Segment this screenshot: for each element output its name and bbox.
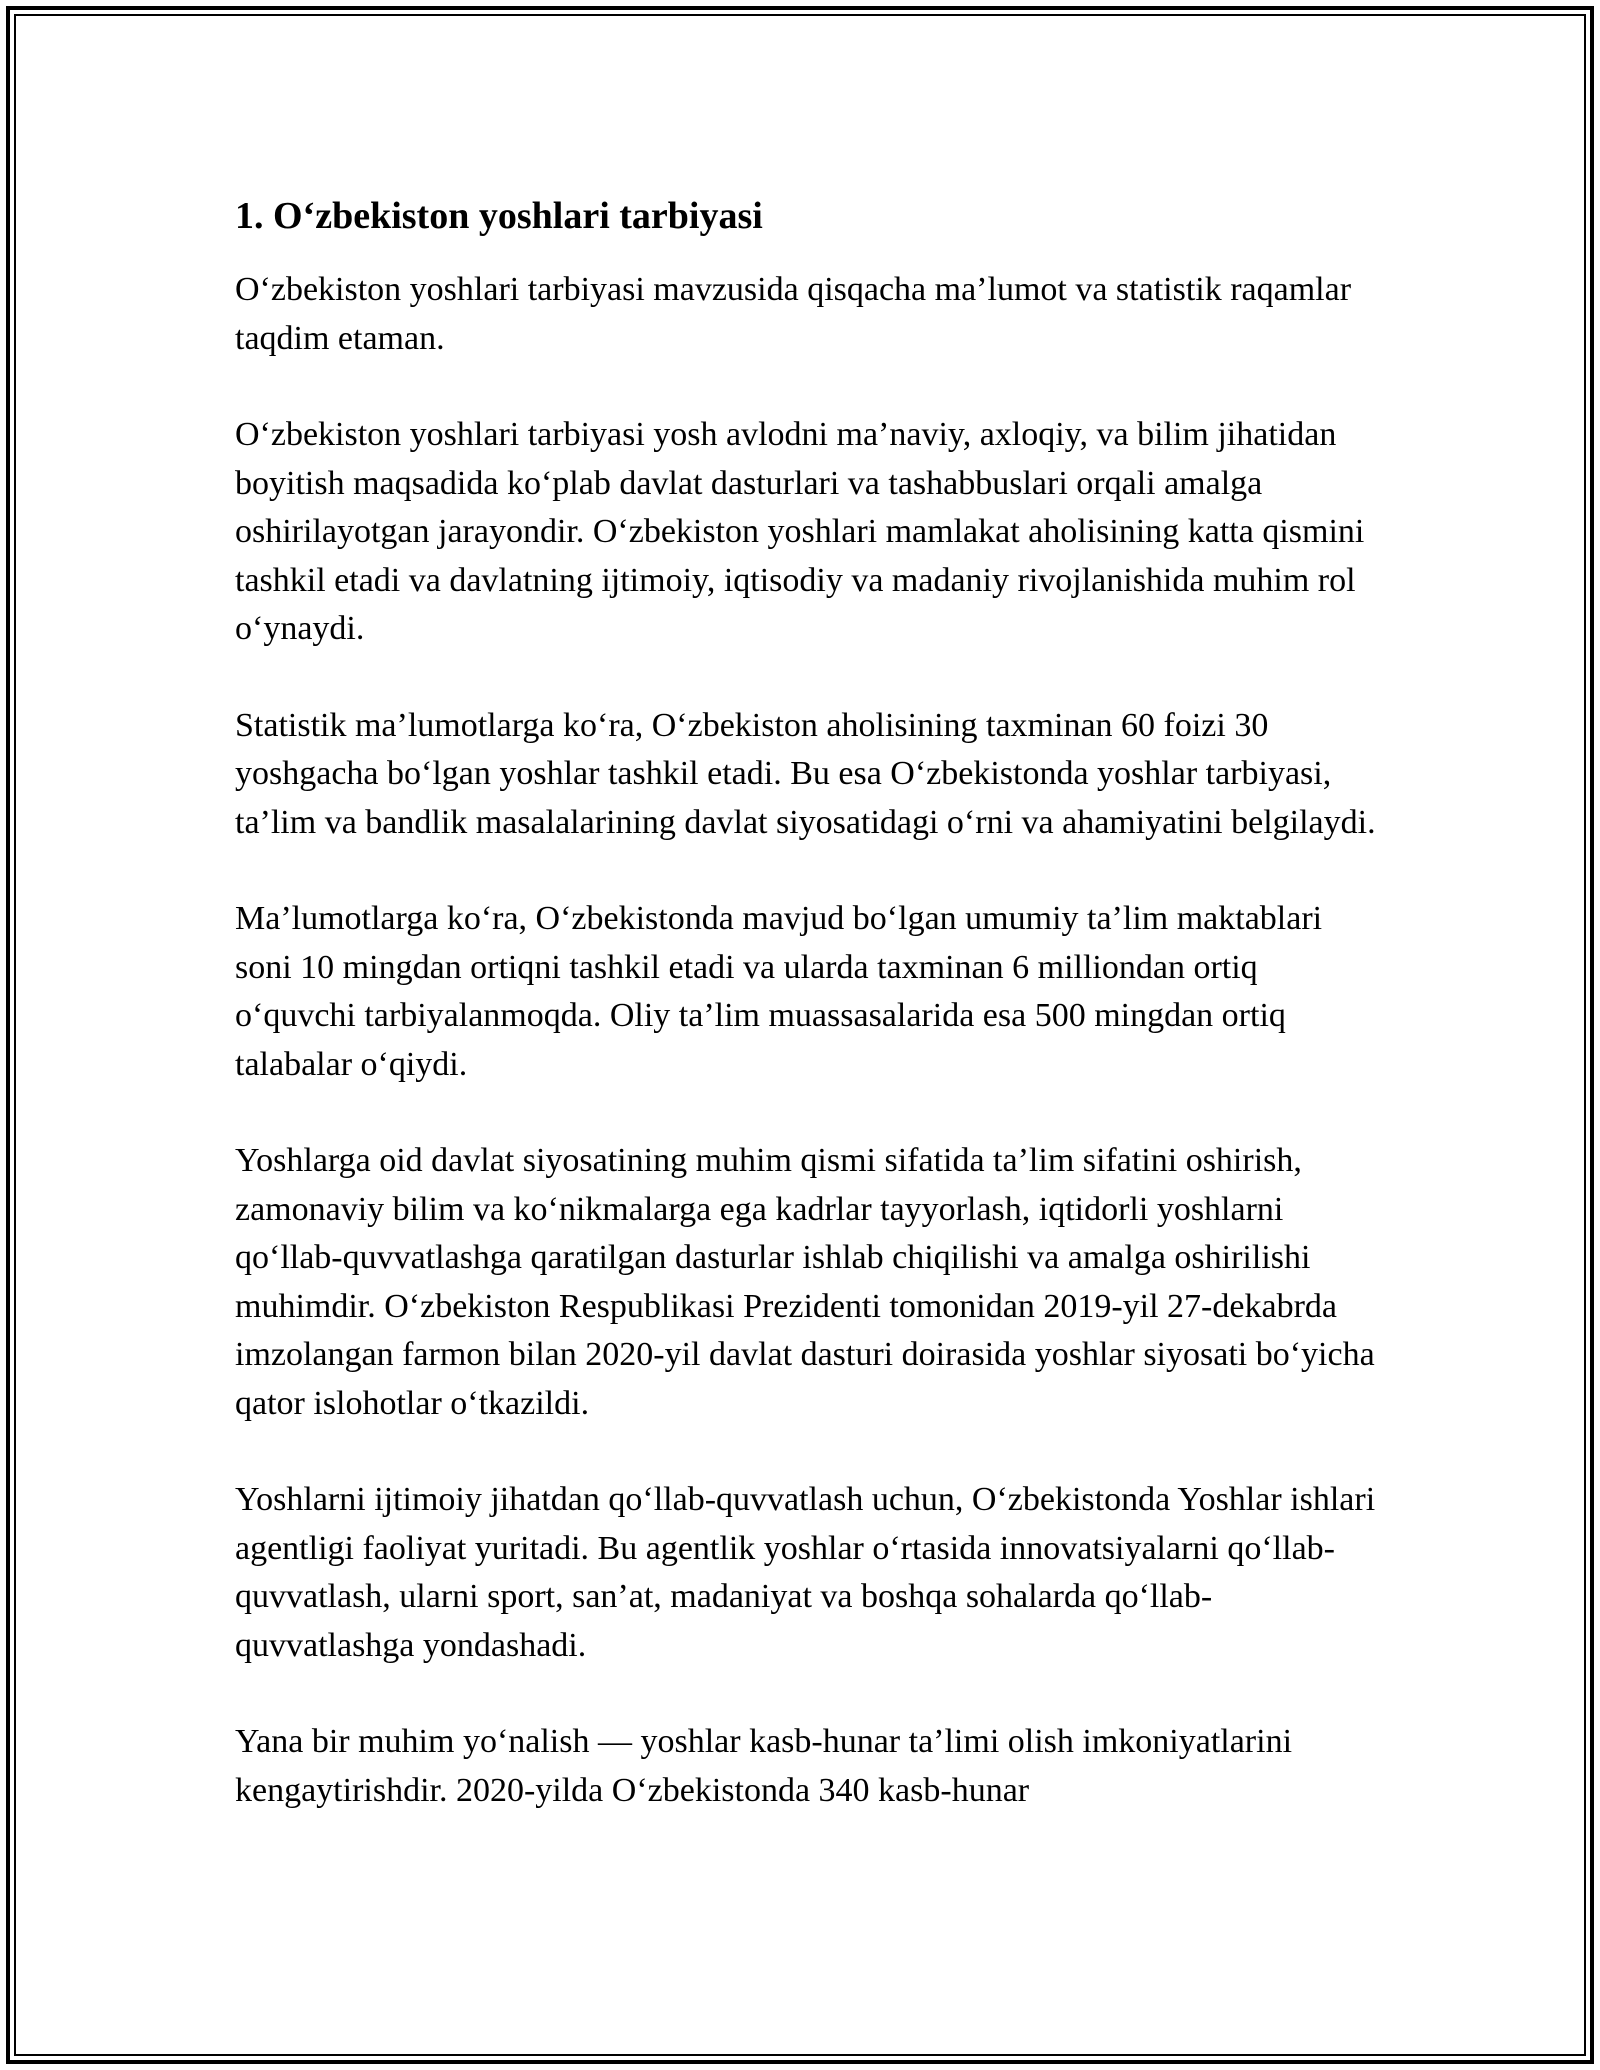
section-heading: 1. O‘zbekiston yoshlari tarbiyasi [235,195,763,237]
paragraph-policy: Yoshlarga oid davlat siyosatining muhim qismi sifatida ta’lim sifatini oshirish, zamonaviy bilim va ko‘nikmalarga ega kadrlar tayyorlash, iqtidorli yoshlarni qo‘llab-quvvatlashga qaratilgan dasturlar ishlab chiqilishi va amalga oshirilishi muhimdir. O‘zbekiston Respublikasi Prezidenti tomonidan 2019-yil 27-dekabrda imzolangan farmon bilan 2020-yil davlat dasturi doirasida yoshlar siyosati bo‘yicha qator islohotlar o‘tkazildi. [235,1142,1375,1422]
paragraph-agency: Yoshlarni ijtimoiy jihatdan qo‘llab-quvvatlash uchun, O‘zbekistonda Yoshlar ishlari agentligi faoliyat yuritadi. Bu agentlik yoshlar o‘rtasida innovatsiyalarni qo‘llab-quvvatlash, ularni sport, san’at, madaniyat va boshqa sohalarda qo‘llab-quvvatlashga yondashadi. [235,1481,1376,1664]
paragraph-education: Ma’lumotlarga ko‘ra, O‘zbekistonda mavjud bo‘lgan umumiy ta’lim maktablari soni 10 mingdan ortiqni tashkil etadi va ularda taxminan 6 milliondan ortiq o‘quvchi tarbiyalanmoqda. Oliy ta’lim muassasalarida esa 500 mingdan ortiq talabalar o‘qiydi. [235,900,1323,1083]
paragraph-vocational: Yana bir muhim yo‘nalish — yoshlar kasb-hunar ta’limi olish imkoniyatlarini kengaytirishdir. 2020-yilda O‘zbekistonda 340 kasb-hunar [235,1723,1293,1809]
document-body [235,188,1385,1863]
paragraph-overview: O‘zbekiston yoshlari tarbiyasi yosh avlodni ma’naviy, axloqiy, va bilim jihatidan boyitish maqsadida ko‘plab davlat dasturlari va tashabbuslari orqali amalga oshirilayotgan jarayondir. O‘zbekiston yoshlari mamlakat aholisining katta qismini tashkil etadi va davlatning ijtimoiy, iqtisodiy va madaniy rivojlanishida muhim rol o‘ynaydi. [235,416,1365,647]
paragraph-statistics: Statistik ma’lumotlarga ko‘ra, O‘zbekiston aholisining taxminan 60 foizi 30 yoshgacha bo‘lgan yoshlar tashkil etadi. Bu esa O‘zbekistonda yoshlar tarbiyasi, ta’lim va bandlik masalalarining davlat siyosatidagi o‘rni va ahamiyatini belgilaydi. [235,706,1376,841]
paragraph-intro: O‘zbekiston yoshlari tarbiyasi mavzusida qisqacha ma’lumot va statistik raqamlar taqdim etaman. [235,271,1352,357]
